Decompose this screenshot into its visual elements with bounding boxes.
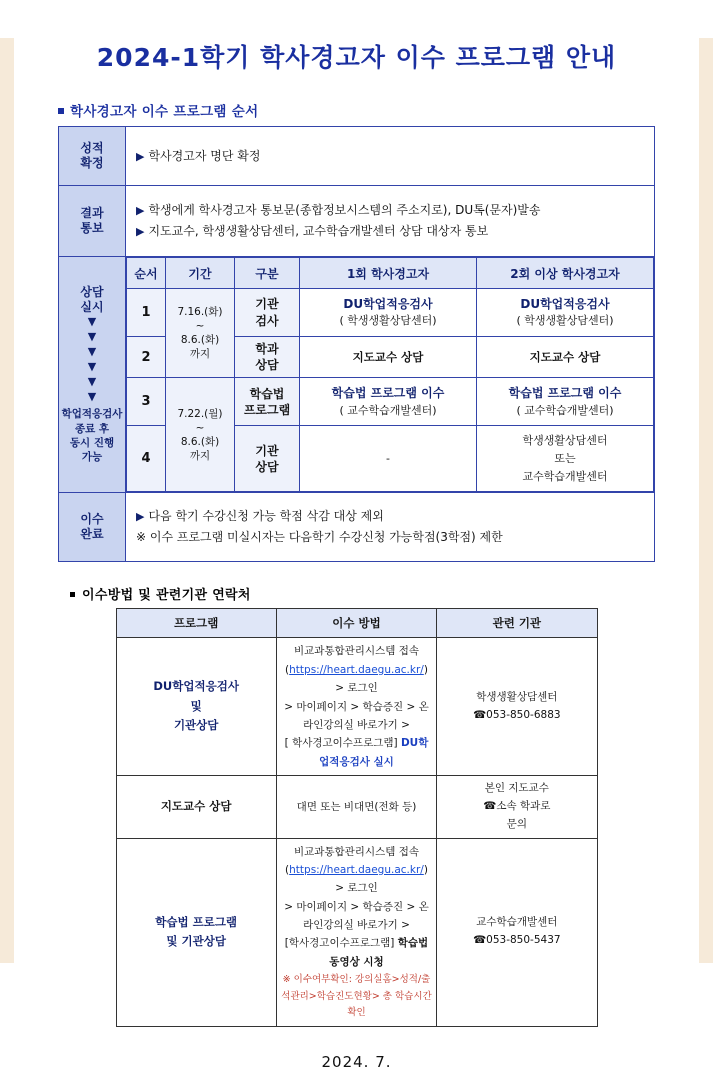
triangle-right-icon: ▶ [136, 149, 145, 163]
counseling-header-row [127, 258, 654, 289]
col-type: 구분 [235, 258, 300, 289]
col-warning-2plus: 2회 이상 학사경고자 [477, 258, 654, 289]
document-body [0, 38, 713, 1071]
organization-cell-3: 교수학습개발센터 ☎053-850-5437 [437, 838, 597, 1027]
row-no: 2 [127, 337, 166, 378]
program-name-1: DU학업적응검사 및 기관상담 [116, 638, 276, 776]
stage-grade-confirm: 성적 확정 [59, 127, 126, 186]
method-cell-3: 비교과통합관리시스템 접속(https://heart.daegu.ac.kr/) > 로그인 > 마이페이지 > 학습증진 > 온라인강의실 바로가기 > [학사경고이수프로그램] 학습법동영상 시청 ※ 이수여부확인: 강의실홈>성적/출석관리>학습진도현황> 총 학습시간 확인 [276, 838, 436, 1027]
counsel-note-line-4: 가능 [81, 450, 103, 463]
table-row [116, 638, 597, 776]
row-no: 3 [127, 378, 166, 426]
row-no: 1 [127, 289, 166, 337]
flow-row-complete [59, 493, 655, 562]
stage-result-notify: 결과 통보 [59, 186, 126, 257]
notify-description: ▶ 학생에게 학사경고자 통보문(종합정보시스템의 주소지로), DU톡(문자)발송 ▶ 지도교수, 학생생활상담센터, 교수학습개발센터 상담 대상자 통보 [126, 186, 655, 257]
down-arrow-icon: ▼ [87, 389, 97, 403]
method-cell-2: 대면 또는 비대면(전화 등) [276, 776, 436, 839]
row-no: 4 [127, 426, 166, 492]
row-3-warn2: 학습법 프로그램 이수 ( 교수학습개발센터) [477, 378, 654, 426]
col-order: 순서 [127, 258, 166, 289]
counsel-note-line-1: 학업적응검사 [61, 408, 123, 421]
row-kind: 기관 상담 [235, 426, 300, 492]
method-cell-1: 비교과통합관리시스템 접속(https://heart.daegu.ac.kr/) > 로그인 > 마이페이지 > 학습증진 > 온라인강의실 바로가기 > [ 학사경고이수프로그램] DU학업적응검사 실시 [276, 638, 436, 776]
triangle-right-icon: ▶ [136, 204, 145, 217]
flow-row-counseling [59, 257, 655, 493]
page-title: 2024-1학기 학사경고자 이수 프로그램 안내 [96, 43, 617, 72]
row-1-warn1: DU학업적응검사 ( 학생생활상담센터) [300, 289, 477, 337]
row-kind: 기관 검사 [235, 289, 300, 337]
program-name-3: 학습법 프로그램 및 기관상담 [116, 838, 276, 1027]
col-organization: 관련 기관 [437, 609, 597, 638]
triangle-right-icon: ▶ [136, 225, 145, 238]
col-warning-1: 1회 학사경고자 [300, 258, 477, 289]
document-date: 2024. 7. [321, 1053, 392, 1071]
counseling-table [126, 257, 654, 492]
program-flow-table [58, 126, 655, 562]
contact-header-row [116, 609, 597, 638]
square-bullet-icon [70, 592, 75, 597]
row-2-warn1: 지도교수 상담 [300, 337, 477, 378]
square-bullet-icon [58, 108, 64, 114]
down-arrow-icon: ▼ [87, 315, 97, 329]
row-4-warn1: - [300, 426, 477, 492]
table-row [127, 289, 654, 337]
period-cell-1: 7.16.(화) ~ 8.6.(화) 까지 [166, 289, 235, 378]
stage-completion: 이수 완료 [59, 493, 126, 562]
counsel-note-line-3: 동시 진행 [69, 436, 115, 449]
col-period: 기간 [166, 258, 235, 289]
completion-check-note: ※ 이수여부확인: 강의실홈>성적/출석관리>학습진도현황> 총 학습시간 확인 [281, 974, 432, 1019]
counsel-note-line-2: 종료 후 [74, 422, 110, 435]
col-program: 프로그램 [116, 609, 276, 638]
contact-table [116, 608, 598, 1027]
row-2-warn2: 지도교수 상담 [477, 337, 654, 378]
section-1-heading: 학사경고자 이수 프로그램 순서 [58, 100, 713, 120]
heart-system-link[interactable]: https://heart.daegu.ac.kr/ [289, 663, 424, 676]
row-1-warn2: DU학업적응검사 ( 학생생활상담센터) [477, 289, 654, 337]
flow-row-notify [59, 186, 655, 257]
counseling-detail-cell [126, 257, 655, 493]
period-cell-2: 7.22.(월) ~ 8.6.(화) 까지 [166, 378, 235, 492]
organization-cell-2: 본인 지도교수 ☎소속 학과로 문의 [437, 776, 597, 839]
section-2-heading: 이수방법 및 관련기관 연락처 [70, 584, 713, 603]
table-row [127, 378, 654, 426]
stage-counseling: 상담 실시 ▼ ▼ ▼ ▼ ▼ ▼ 학업적응검사 종료 후 동시 진행 가능 [59, 257, 126, 493]
down-arrow-icon: ▼ [87, 374, 97, 388]
col-method: 이수 방법 [276, 609, 436, 638]
row-kind: 학습법 프로그램 [235, 378, 300, 426]
confirm-description: ▶ 학사경고자 명단 확정 [126, 127, 655, 186]
triangle-right-icon: ▶ [136, 510, 145, 524]
organization-cell-1: 학생생활상담센터 ☎053-850-6883 [437, 638, 597, 776]
flow-row-confirm [59, 127, 655, 186]
row-3-warn1: 학습법 프로그램 이수 ( 교수학습개발센터) [300, 378, 477, 426]
completion-description: ▶ 다음 학기 수강신청 가능 학점 삭감 대상 제외 ※ 이수 프로그램 미실시자는 다음학기 수강신청 가능학점(3학점) 제한 [126, 493, 655, 562]
down-arrow-icon: ▼ [87, 359, 97, 373]
down-arrow-icon: ▼ [87, 345, 97, 358]
down-arrow-icon: ▼ [87, 330, 97, 344]
heart-system-link[interactable]: https://heart.daegu.ac.kr/ [289, 863, 424, 876]
table-row [116, 838, 597, 1027]
row-kind: 학과 상담 [235, 337, 300, 378]
table-row [116, 776, 597, 839]
program-name-2: 지도교수 상담 [116, 776, 276, 839]
row-4-warn2: 학생생활상담센터 또는 교수학습개발센터 [477, 426, 654, 492]
